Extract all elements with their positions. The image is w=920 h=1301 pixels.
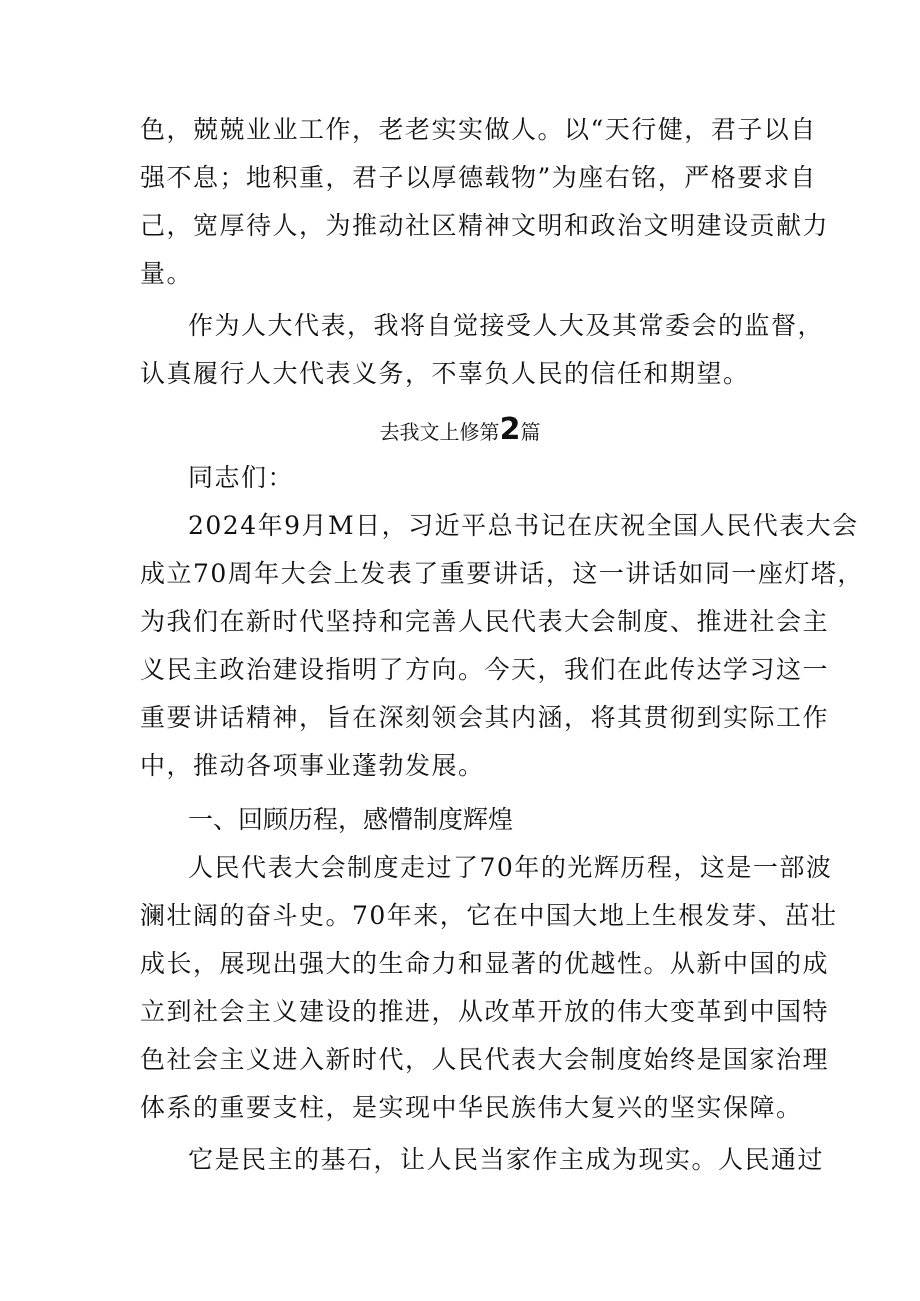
salutation-block [140, 454, 800, 502]
paragraph-line: 2024年9月M日，习近平总书记在庆祝全国人民代表大会 [188, 511, 859, 540]
salutation: 同志们： [188, 463, 295, 492]
paragraph-line: 澜壮阔的奋斗史。70年来，它在中国大地上生根发芽、茁壮 [140, 901, 838, 930]
paragraph-line: 己，宽厚待人，为推动社区精神文明和政治文明建设贡献力 [140, 211, 830, 240]
paragraph-line: 为我们在新时代坚持和完善人民代表大会制度、推进社会主 [140, 607, 830, 636]
paragraph-line: 成长，展现出强大的生命力和显著的优越性。从新中国的成 [140, 949, 830, 978]
paragraph-line: 立到社会主义建设的推进，从改革开放的伟大变革到中国特 [140, 997, 830, 1026]
paragraph-line: 成立70周年大会上发表了重要讲话，这一讲话如同一座灯塔， [140, 559, 864, 588]
paragraph-line: 重要讲话精神，旨在深刻领会其内涵，将其贯彻到实际工作 [140, 703, 830, 732]
paragraph-line: 强不息；地积重，君子以厚德载物”为座右铭，严格要求自 [140, 163, 817, 192]
section-title-number: 2 [499, 412, 521, 447]
paragraph-2 [140, 302, 825, 398]
paragraph-line: 色，兢兢业业工作，老老实实做人。以“天行健，君子以自 [140, 115, 817, 144]
paragraph-line: 人民代表大会制度走过了70年的光辉历程，这是一部波 [188, 853, 833, 882]
section-title [0, 410, 920, 452]
paragraph-line: 作为人大代表，我将自觉接受人大及其常委会的监督， [188, 311, 825, 340]
paragraph-5 [140, 1136, 825, 1184]
section-title-prefix: 去我文上修第 [379, 420, 500, 444]
paragraph-3 [140, 502, 864, 790]
paragraph-line: 它是民主的基石，让人民当家作主成为现实。人民通过 [188, 1145, 825, 1174]
paragraph-line: 色社会主义进入新时代，人民代表大会制度始终是国家治理 [140, 1045, 830, 1074]
paragraph-line: 义民主政治建设指明了方向。今天，我们在此传达学习这一 [140, 655, 830, 684]
paragraph-line: 认真履行人大代表义务，不辜负人民的信任和期望。 [140, 359, 750, 388]
section-heading-1: 一、回顾历程，感懵制度辉煌 [188, 805, 514, 834]
paragraph-line: 中，推动各项事业蓬勃发展。 [140, 751, 485, 780]
paragraph-1 [140, 106, 830, 298]
paragraph-line: 体系的重要支柱，是实现中华民族伟大复兴的坚实保障。 [140, 1093, 803, 1122]
paragraph-line: 量。 [140, 259, 194, 288]
section-title-suffix: 篇 [520, 420, 541, 444]
paragraph-4 [140, 844, 838, 1132]
